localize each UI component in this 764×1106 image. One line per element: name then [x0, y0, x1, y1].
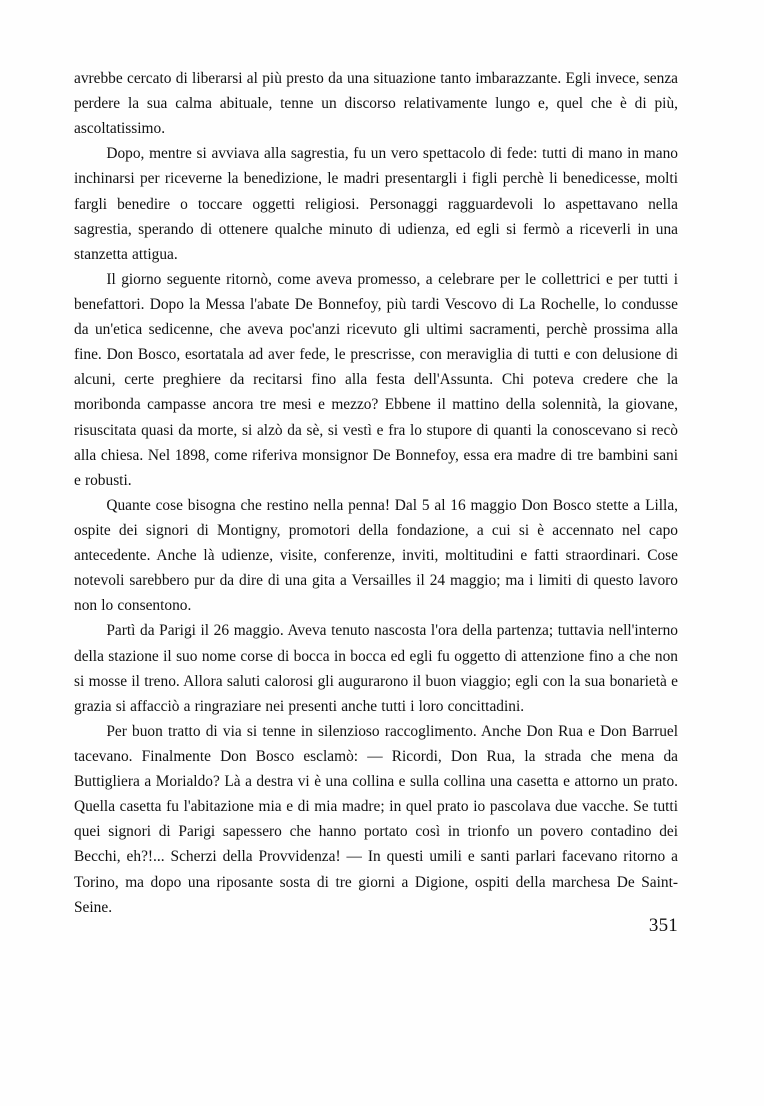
paragraph: Dopo, mentre si avviava alla sagrestia, fu un vero spettacolo di fede: tutti di mano in mano inchinarsi per riceverne la benedizione, le madri presentargli i figli perchè li benedicesse, molti fargli benedire o toccare oggetti religiosi. Personaggi ragguardevoli lo aspettavano nella sagrestia, sperando di ottenere qualche minuto di udienza, ed egli si fermò a riceverli in una stanzetta attigua.	[74, 145, 678, 263]
paragraph: avrebbe cercato di liberarsi al più presto da una situazione tanto imbarazzante. Egli invece, senza perdere la sua calma abituale, tenne un discorso relativamente lungo e, quel che è di più, ascoltatissimo.	[74, 70, 678, 138]
paragraph: Partì da Parigi il 26 maggio. Aveva tenuto nascosta l'ora della partenza; tuttavia nell'interno della stazione il suo nome corse di bocca in bocca ed egli fu oggetto di attenzione fino a che non si mosse il treno. Allora saluti calorosi gli augurarono il buon viaggio; egli con la sua bonarietà e grazia si affacciò a ringraziare nei presenti anche tutti i loro concittadini.	[74, 622, 678, 715]
paragraph: Per buon tratto di via si tenne in silenzioso raccoglimento. Anche Don Rua e Don Barruel tacevano. Finalmente Don Bosco esclamò: — Ricordi, Don Rua, la strada che mena da Buttigliera a Morialdo? Là a destra vi è una collina e sulla collina una casetta e attorno un prato. Quella casetta fu l'abitazione mia e di mia madre; in quel prato io pascolava due vacche. Se tutti quei signori di Parigi sapessero che hanno portato così in trionfo un povero contadino dei Becchi, eh?!... Scherzi della Provvidenza! — In questi umili e santi parlari facevano ritorno a Torino, ma dopo una riposante sosta di tre giorni a Digione, ospiti della marchesa De Saint-Seine.	[74, 722, 678, 916]
paragraph: Il giorno seguente ritornò, come aveva promesso, a celebrare per le collettrici e per tutti i benefattori. Dopo la Messa l'abate De Bonnefoy, più tardi Vescovo di La Rochelle, lo condusse da un'etica sedicenne, che aveva poc'anzi ricevuto gli ultimi sacramenti, perchè prossima alla fine. Don Bosco, esortatala ad aver fede, le prescrisse, con meraviglia di tutti e con delusione di alcuni, certe preghiere da recitarsi fino alla festa dell'Assunta. Chi poteva credere che la moribonda campasse ancora tre mesi e mezzo? Ebbene il mattino della solennità, la giovane, risuscitata quasi da morte, si alzò da sè, si vestì e fra lo stupore di quanti la conoscevano si recò alla chiesa. Nel 1898, come riferiva monsignor De Bonnefoy, essa era madre di tre bambini sani e robusti.	[74, 270, 678, 489]
page-number: 351	[648, 915, 678, 936]
body-text-column	[74, 66, 678, 920]
paragraph: Quante cose bisogna che restino nella penna! Dal 5 al 16 maggio Don Bosco stette a Lilla, ospite dei signori di Montigny, promotori della fondazione, a cui si è accennato nel capo antecedente. Anche là udienze, visite, conferenze, inviti, moltitudini e fatti straordinari. Cose notevoli sarebbero pur da dire di una gita a Versailles il 24 maggio; ma i limiti di questo lavoro non lo consentono.	[74, 496, 678, 615]
